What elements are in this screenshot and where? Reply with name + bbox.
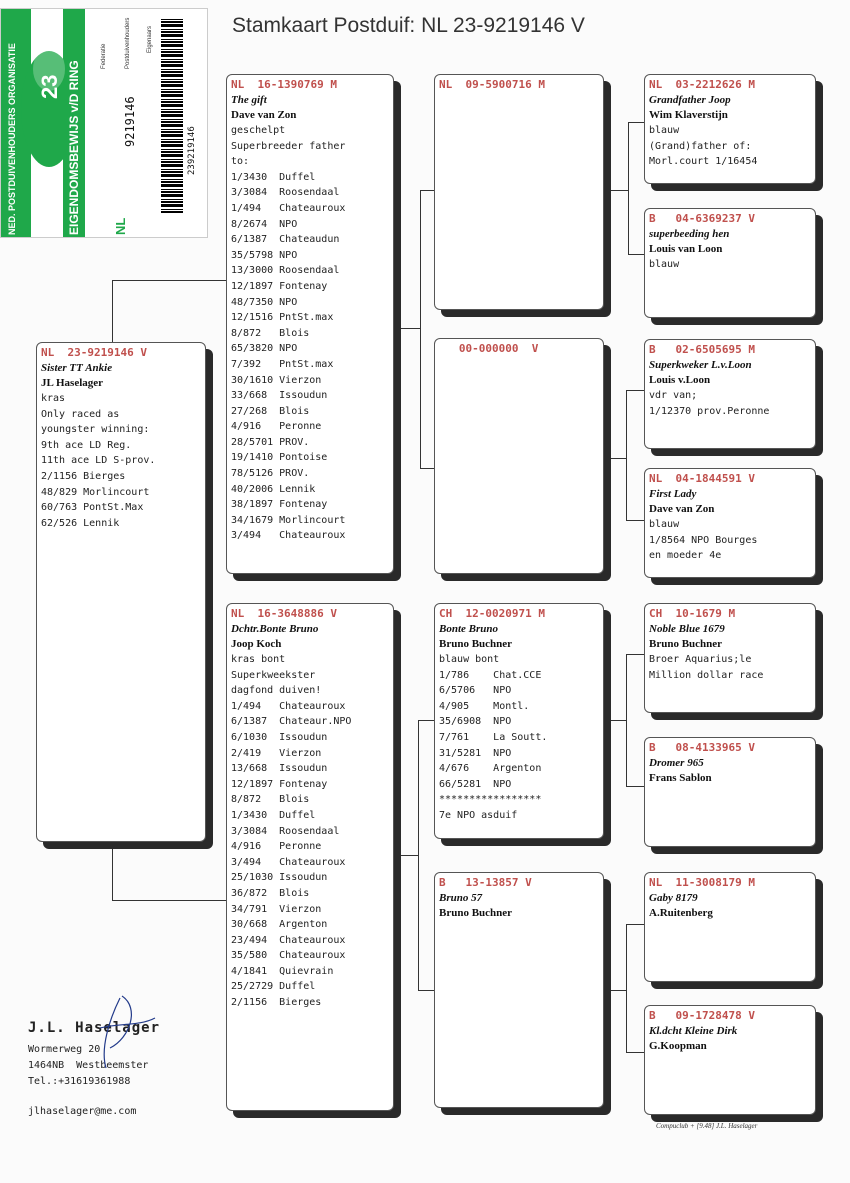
card-line: 6/1387 Chateaudun (231, 234, 340, 246)
card-line: 1/494 Chateauroux (231, 700, 346, 712)
page-title: Stamkaart Postduif: NL 23-9219146 V (232, 14, 585, 37)
ring-country: NL (113, 217, 128, 235)
card-breeder: Louis van Loon (649, 243, 723, 255)
connector-line (626, 654, 627, 786)
owner-street: Wormerweg 20 (28, 1044, 101, 1055)
card-line: blauw (649, 259, 680, 270)
connector-line (604, 190, 628, 191)
ring-org-text: NED. POSTDUIVENHOUDERS ORGANISATIE (7, 43, 17, 235)
card-line: 27/268 Blois (231, 405, 310, 417)
card-pigeon-name: Kl.dcht Kleine Dirk (649, 1025, 738, 1037)
card-line: 8/872 Blois (231, 327, 310, 339)
card-breeder: JL Haselager (41, 377, 104, 389)
owner-phone: Tel.:+31619361988 (28, 1076, 131, 1087)
card-line: 2/1156 Bierges (231, 997, 322, 1009)
ring-side-label-3: Eigenaars (147, 25, 153, 53)
card-line: 7/761 La Soutt. (439, 731, 548, 743)
card-line: 8/2674 NPO (231, 218, 298, 230)
card-ring-number: NL 23-9219146 V (41, 346, 147, 359)
connector-line (626, 390, 627, 520)
connector-line (418, 720, 434, 721)
card-line: Superbreeder father (231, 140, 346, 152)
connector-line (394, 855, 418, 856)
card-ring-number: NL 11-3008179 M (649, 876, 755, 889)
card-line: en moeder 4e (649, 550, 722, 562)
card-ring-number: NL 03-2212626 M (649, 78, 755, 91)
card-line: 4/916 Peronne (231, 421, 322, 433)
card-line: 1/8564 NPO Bourges (649, 534, 758, 546)
owner-name: J.L. Haselager (28, 1020, 161, 1036)
connector-line (418, 720, 419, 990)
pigeon-card-ffm[interactable] (644, 208, 816, 318)
pigeon-card-mother-father[interactable] (434, 603, 604, 839)
card-line: to: (231, 156, 250, 168)
card-line: 62/526 Lennik (41, 517, 120, 529)
pigeon-card-mfm[interactable] (644, 737, 816, 847)
card-line: 7e NPO asduif (439, 809, 518, 821)
card-line: 6/5706 NPO (439, 685, 512, 697)
pigeon-card-fff[interactable] (644, 74, 816, 184)
pigeon-card-subject[interactable] (36, 342, 206, 842)
card-breeder: A.Ruitenberg (649, 907, 713, 919)
pigeon-card-fmf[interactable] (644, 339, 816, 449)
card-line: 3/3084 Roosendaal (231, 187, 340, 199)
card-line: geschelpt (231, 125, 286, 136)
card-breeder: Bruno Buchner (439, 907, 513, 919)
connector-line (626, 786, 644, 787)
card-ring-number: NL 04-1844591 V (649, 472, 755, 485)
card-line: 6/1387 Chateaur.NPO (231, 716, 352, 728)
card-line: 48/7350 NPO (231, 296, 298, 308)
software-credit: Compuclub + [9.48] J.L. Haselager (656, 1122, 758, 1130)
card-pigeon-name: superbeeding hen (649, 228, 730, 240)
card-line: kras bont (231, 654, 286, 665)
card-line: 11th ace LD S-prov. (41, 455, 156, 467)
pigeon-card-fmm[interactable] (644, 468, 816, 578)
card-line: kras (41, 393, 66, 404)
card-line: 31/5281 NPO (439, 747, 512, 759)
card-ring-number: B 02-6505695 M (649, 343, 755, 356)
connector-line (112, 900, 226, 901)
card-breeder: G.Koopman (649, 1040, 707, 1052)
card-line: blauw (649, 519, 680, 530)
connector-line (628, 254, 644, 255)
card-line: Million dollar race (649, 669, 764, 681)
card-line: 36/872 Blois (231, 887, 310, 899)
card-line: 1/12370 prov.Peronne (649, 405, 770, 417)
connector-line (626, 924, 644, 925)
barcode-number: 239219146 (187, 126, 197, 175)
pigeon-card-mother[interactable] (226, 603, 394, 1111)
owner-city: 1464NB Westbeemster (28, 1060, 149, 1071)
connector-line (626, 654, 644, 655)
card-ring-number: NL 16-1390769 M (231, 78, 337, 91)
card-line: 6/1030 Issoudun (231, 731, 328, 743)
card-line: 35/580 Chateauroux (231, 950, 346, 962)
barcode (161, 17, 183, 213)
card-line: 12/1897 Fontenay (231, 280, 328, 292)
connector-line (418, 990, 434, 991)
pigeon-card-father-mother[interactable] (434, 338, 604, 574)
card-line: 3/3084 Roosendaal (231, 825, 340, 837)
card-line: 25/2729 Duffel (231, 981, 316, 993)
card-pigeon-name: Superkweker L.v.Loon (649, 359, 752, 371)
connector-line (604, 990, 626, 991)
card-line: 3/494 Chateauroux (231, 530, 346, 542)
card-ring-number: NL 16-3648886 V (231, 607, 337, 620)
card-line: ***************** (439, 794, 542, 806)
card-breeder: Dave van Zon (231, 109, 297, 121)
card-ring-number: CH 12-0020971 M (439, 607, 545, 620)
card-pigeon-name: Dchtr.Bonte Bruno (231, 623, 319, 635)
connector-line (604, 720, 626, 721)
card-pigeon-name: First Lady (649, 488, 697, 500)
card-line: (Grand)father of: (649, 140, 752, 152)
pigeon-card-mmf[interactable] (644, 872, 816, 982)
card-line: 4/1841 Quievrain (231, 965, 334, 977)
ring-number: 9219146 (123, 96, 137, 147)
card-line: 19/1410 Pontoise (231, 452, 328, 464)
card-line: 40/2006 Lennik (231, 483, 316, 495)
connector-line (626, 520, 644, 521)
card-line: 30/668 Argenton (231, 919, 328, 931)
card-line: 38/1897 Fontenay (231, 499, 328, 511)
card-pigeon-name: Bruno 57 (439, 892, 483, 904)
ring-certificate (0, 8, 208, 238)
pigeon-card-mother-mother[interactable] (434, 872, 604, 1108)
card-pigeon-name: Sister TT Ankie (41, 362, 113, 374)
card-ring-number: B 08-4133965 V (649, 741, 755, 754)
card-line: 25/1030 Issoudun (231, 872, 328, 884)
card-line: 66/5281 NPO (439, 778, 512, 790)
card-line: 1/786 Chat.CCE (439, 669, 542, 681)
card-ring-number: B 13-13857 V (439, 876, 532, 889)
connector-line (628, 122, 629, 254)
card-line: 35/6908 NPO (439, 716, 512, 728)
card-pigeon-name: Bonte Bruno (439, 623, 498, 635)
ring-year-right: 23 (37, 74, 62, 99)
card-line: 12/1897 Fontenay (231, 778, 328, 790)
card-breeder: Dave van Zon (649, 503, 715, 515)
card-breeder: Bruno Buchner (649, 638, 723, 650)
signature (80, 988, 170, 1078)
owner-email[interactable]: jlhaselager@me.com (28, 1106, 137, 1117)
card-line: 35/5798 NPO (231, 249, 298, 261)
card-pigeon-name: Grandfather Joop (649, 94, 731, 106)
card-line: 78/5126 PROV. (231, 468, 310, 480)
card-breeder: Louis v.Loon (649, 374, 711, 386)
ring-side-label-1: Federatie (101, 43, 107, 69)
connector-line (420, 190, 421, 468)
card-pigeon-name: Dromer 965 (649, 757, 704, 769)
card-line: Only raced as (41, 408, 120, 420)
card-pigeon-name: The gift (231, 94, 267, 106)
card-line: 30/1610 Vierzon (231, 374, 322, 386)
card-line: 1/494 Chateauroux (231, 202, 346, 214)
connector-line (112, 280, 113, 342)
card-line: 2/419 Vierzon (231, 747, 322, 759)
card-line: 28/5701 PROV. (231, 436, 310, 448)
card-breeder: Frans Sablon (649, 772, 712, 784)
card-line: 33/668 Issoudun (231, 390, 328, 402)
card-line: blauw (649, 125, 680, 136)
ring-side-label-2: Postduivenhouders (125, 17, 131, 69)
card-pigeon-name: Gaby 8179 (649, 892, 698, 904)
card-ring-number: CH 10-1679 M (649, 607, 736, 620)
card-line: vdr van; (649, 390, 698, 401)
card-ring-number: B 04-6369237 V (649, 212, 755, 225)
card-line: youngster winning: (41, 424, 150, 436)
card-line: 34/1679 Morlincourt (231, 514, 346, 526)
card-line: Superkweekster (231, 669, 316, 681)
card-line: 8/872 Blois (231, 794, 310, 806)
connector-line (626, 924, 627, 1052)
pigeon-card-father-father[interactable] (434, 74, 604, 310)
card-pigeon-name: Noble Blue 1679 (649, 623, 725, 635)
connector-line (626, 1052, 644, 1053)
card-line: 3/494 Chateauroux (231, 856, 346, 868)
card-line: 13/3000 Roosendaal (231, 265, 340, 277)
connector-line (394, 328, 420, 329)
card-breeder: Joop Koch (231, 638, 282, 650)
card-line: 60/763 PontSt.Max (41, 502, 144, 514)
connector-line (604, 458, 626, 459)
card-line: 65/3820 NPO (231, 343, 298, 355)
card-breeder: Wim Klaverstijn (649, 109, 728, 121)
card-line: blauw bont (439, 654, 500, 665)
card-line: 34/791 Vierzon (231, 903, 322, 915)
card-line: dagfond duiven! (231, 685, 322, 697)
card-line: 23/494 Chateauroux (231, 934, 346, 946)
connector-line (420, 468, 434, 469)
card-ring-number: 00-000000 V (439, 342, 539, 355)
card-line: 1/3430 Duffel (231, 171, 316, 183)
card-line: 48/829 Morlincourt (41, 486, 150, 498)
card-line: 13/668 Issoudun (231, 763, 328, 775)
card-line: 12/1516 PntSt.max (231, 312, 334, 324)
card-line: 2/1156 Bierges (41, 470, 126, 482)
card-line: 4/905 Montl. (439, 700, 530, 712)
card-ring-number: B 09-1728478 V (649, 1009, 755, 1022)
connector-line (628, 122, 644, 123)
pigeon-card-mff[interactable] (644, 603, 816, 713)
ring-certificate-title: EIGENDOMSBEWIJS v/D RING (67, 60, 81, 235)
card-line: 1/3430 Duffel (231, 809, 316, 821)
connector-line (112, 842, 113, 900)
connector-line (420, 190, 434, 191)
card-line: 9th ace LD Reg. (41, 439, 132, 451)
card-line: 4/676 Argenton (439, 763, 542, 775)
card-breeder: Bruno Buchner (439, 638, 513, 650)
connector-line (112, 280, 226, 281)
ring-year-left: 20 (31, 174, 56, 199)
card-ring-number: NL 09-5900716 M (439, 78, 545, 91)
connector-line (626, 390, 644, 391)
pigeon-card-mmm[interactable] (644, 1005, 816, 1115)
card-line: Morl.court 1/16454 (649, 156, 758, 168)
card-line: 4/916 Peronne (231, 841, 322, 853)
card-line: Broer Aquarius;le (649, 654, 752, 665)
pigeon-card-father[interactable] (226, 74, 394, 574)
card-line: 7/392 PntSt.max (231, 358, 334, 370)
